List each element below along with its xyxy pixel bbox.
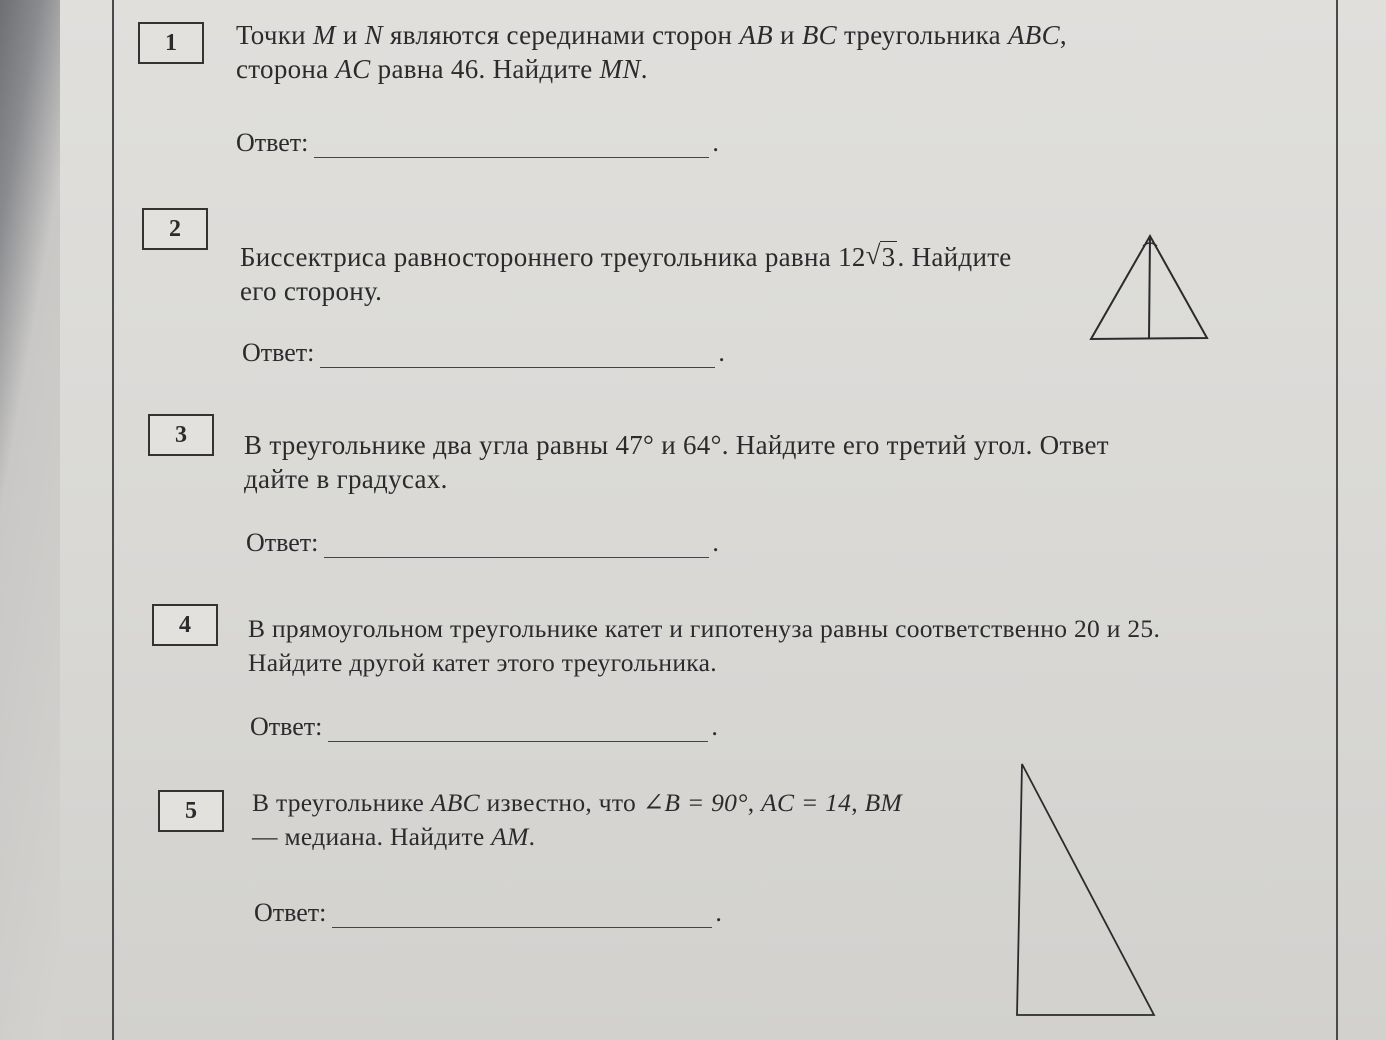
answer-field-4[interactable]	[328, 715, 708, 742]
task-number-3: 3	[148, 414, 214, 456]
answer-field-1[interactable]	[314, 131, 709, 158]
answer-label: Ответ:	[254, 898, 327, 927]
task-number-1: 1	[138, 22, 204, 64]
task-3-answer: Ответ: .	[246, 528, 719, 557]
task-2-answer: Ответ: .	[242, 338, 725, 367]
bisector-line	[1149, 236, 1150, 339]
task-4-answer: Ответ: .	[250, 712, 718, 741]
answer-label: Ответ:	[242, 338, 315, 367]
answer-field-5[interactable]	[332, 901, 712, 928]
answer-label: Ответ:	[250, 712, 323, 741]
equilateral-triangle-figure	[1085, 230, 1215, 345]
answer-label: Ответ:	[236, 128, 309, 157]
page-border-right	[1336, 0, 1338, 1040]
task-number-5: 5	[158, 790, 224, 832]
task-5-text: В треугольнике ABC известно, что ∠B = 90°, AC = 14, BM — медиана. Найдите AM.	[252, 788, 903, 851]
answer-field-2[interactable]	[320, 341, 715, 368]
task-1-text: Точки M и N являются серединами сторон AB и BC треугольника ABC, сторона AC равна 46. Найдите MN.	[236, 20, 1067, 84]
task-4-text: В прямоугольном треугольнике катет и гипотенуза равны соответственно 20 и 25. Найдите другой катет этого треугольника.	[248, 614, 1161, 677]
task-2-text: Биссектриса равностороннего треугольника равна 12√ 3. Найдите его сторону.	[240, 240, 1090, 308]
task-number-2: 2	[142, 208, 208, 250]
task-5-answer: Ответ: .	[254, 898, 722, 927]
right-triangle-figure	[1005, 758, 1160, 1023]
task-number-4: 4	[152, 604, 218, 646]
task-3-text: В треугольнике два угла равны 47° и 64°. Найдите его третий угол. Ответ дайте в градусах.	[244, 430, 1109, 494]
page-border-left	[112, 0, 114, 1040]
task-1-answer: Ответ: .	[236, 128, 719, 157]
triangle-outline	[1017, 764, 1154, 1015]
answer-field-3[interactable]	[324, 531, 709, 558]
answer-label: Ответ:	[246, 528, 319, 557]
